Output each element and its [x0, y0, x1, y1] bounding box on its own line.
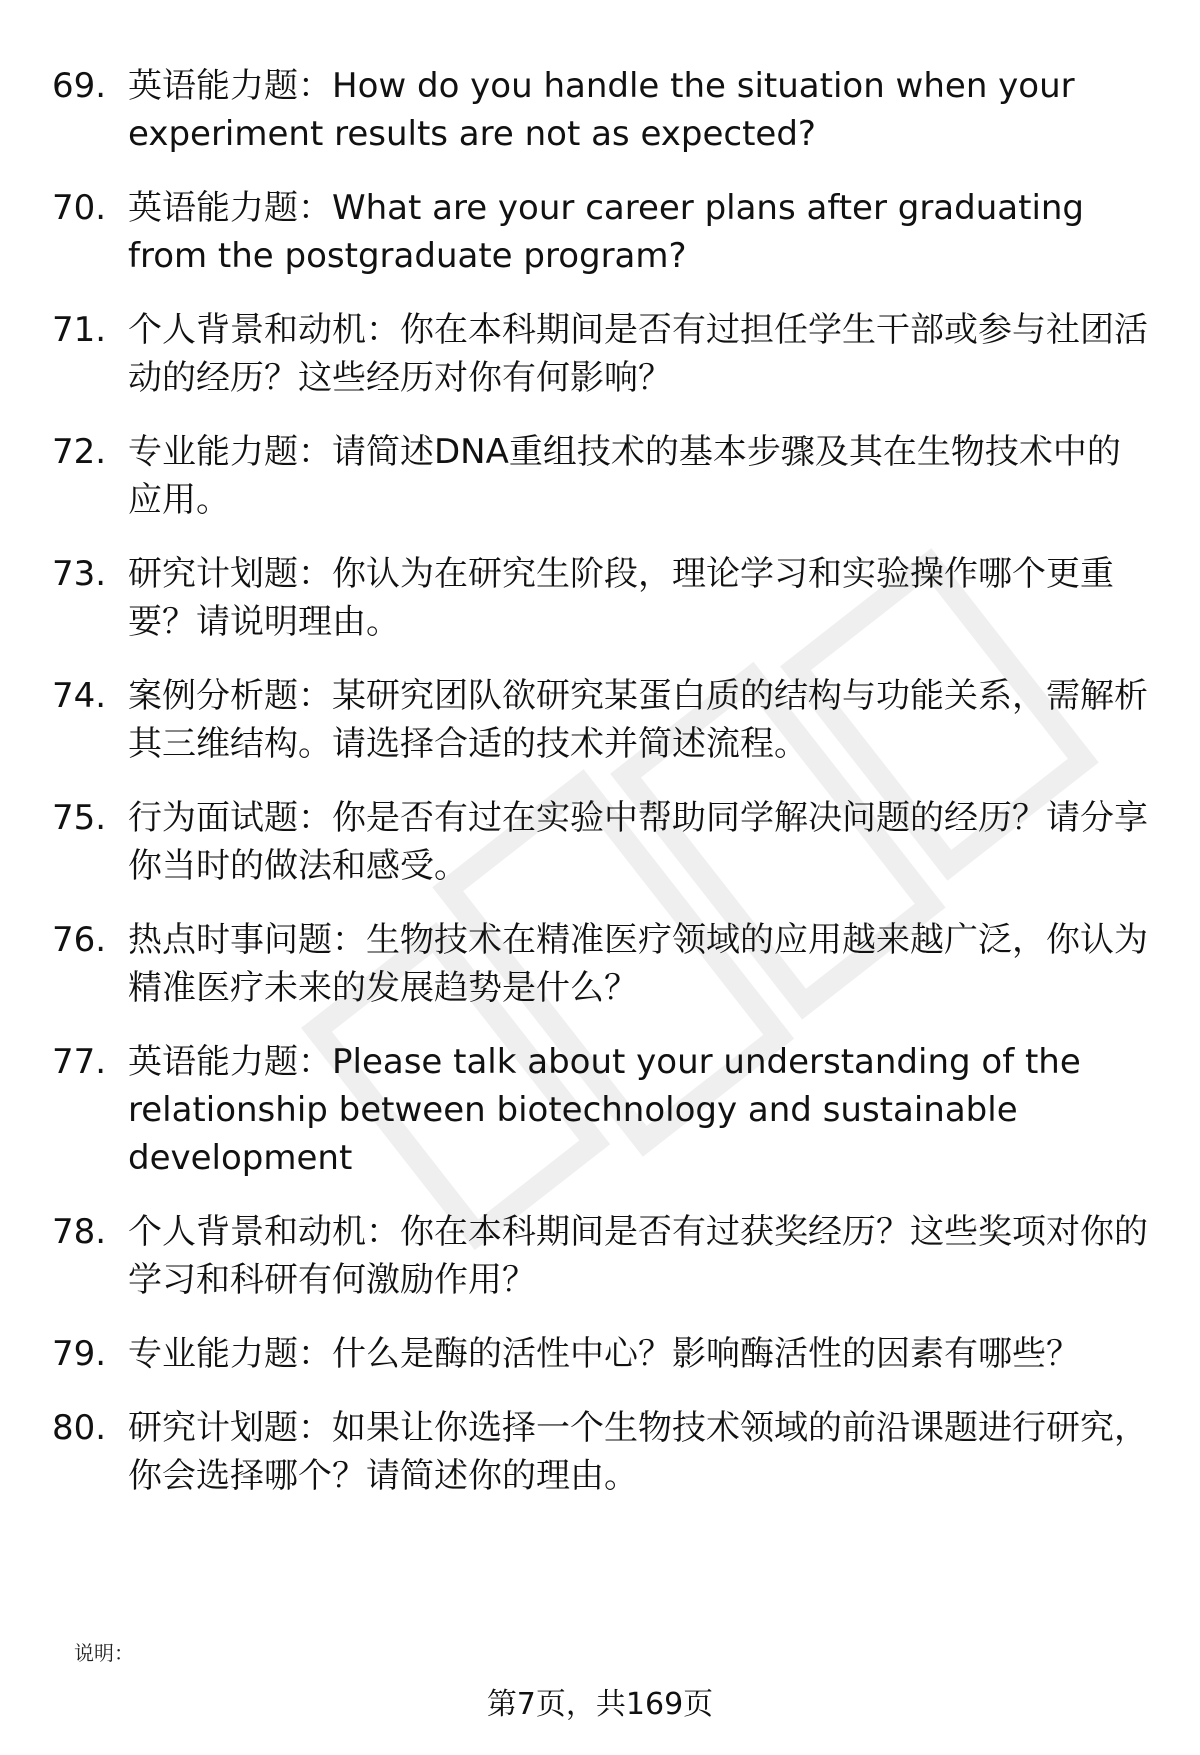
page-number-footer: 第7页，共169页 — [486, 1687, 714, 1722]
question-text: 专业能力题：请简述DNA重组技术的基本步骤及其在生物技术中的应用。 — [128, 432, 1121, 520]
question-text: 热点时事问题：生物技术在精准医疗领域的应用越来越广泛，你认为精准医疗未来的发展趋势是什么？ — [128, 920, 1148, 1008]
question-list — [0, 62, 1200, 1526]
question-text: 个人背景和动机：你在本科期间是否有过担任学生干部或参与社团活动的经历？这些经历对你有何影响？ — [128, 310, 1148, 398]
question-text: 专业能力题：什么是酶的活性中心？影响酶活性的因素有哪些？ — [128, 1334, 1080, 1374]
question-number: 73. — [52, 554, 107, 594]
list-item — [0, 1404, 1200, 1500]
question-text: 行为面试题：你是否有过在实验中帮助同学解决问题的经历？请分享你当时的做法和感受。 — [128, 798, 1148, 886]
list-item — [0, 1038, 1200, 1182]
list-item — [0, 62, 1200, 158]
list-item — [0, 916, 1200, 1012]
question-text: 英语能力题：What are your career plans after graduating from the postgraduate program? — [128, 188, 1085, 276]
question-number: 69. — [52, 66, 107, 106]
question-text: 英语能力题：Please talk about your understanding of the relationship between biotechnology and sustainable development — [128, 1042, 1081, 1178]
note-label: 说明： — [74, 1641, 134, 1665]
question-text: 个人背景和动机：你在本科期间是否有过获奖经历？这些奖项对你的学习和科研有何激励作用？ — [128, 1212, 1148, 1300]
list-item — [0, 550, 1200, 646]
question-number: 75. — [52, 798, 107, 838]
list-item — [0, 794, 1200, 890]
list-item — [0, 306, 1200, 402]
question-text: 英语能力题：How do you handle the situation when your experiment results are not as expected? — [128, 66, 1075, 154]
list-item — [0, 1208, 1200, 1304]
question-number: 71. — [52, 310, 107, 350]
question-number: 79. — [52, 1334, 107, 1374]
question-number: 70. — [52, 188, 107, 228]
question-number: 77. — [52, 1042, 107, 1082]
question-number: 74. — [52, 676, 107, 716]
question-number: 76. — [52, 920, 107, 960]
list-item — [0, 184, 1200, 280]
question-number: 80. — [52, 1408, 107, 1448]
list-item — [0, 1330, 1200, 1378]
list-item — [0, 672, 1200, 768]
question-number: 72. — [52, 432, 107, 472]
question-text: 研究计划题：你认为在研究生阶段，理论学习和实验操作哪个更重要？请说明理由。 — [128, 554, 1114, 642]
list-item — [0, 428, 1200, 524]
question-text: 案例分析题：某研究团队欲研究某蛋白质的结构与功能关系，需解析其三维结构。请选择合适的技术并简述流程。 — [128, 676, 1148, 764]
question-number: 78. — [52, 1212, 107, 1252]
question-text: 研究计划题：如果让你选择一个生物技术领域的前沿课题进行研究，你会选择哪个？请简述你的理由。 — [128, 1408, 1148, 1496]
